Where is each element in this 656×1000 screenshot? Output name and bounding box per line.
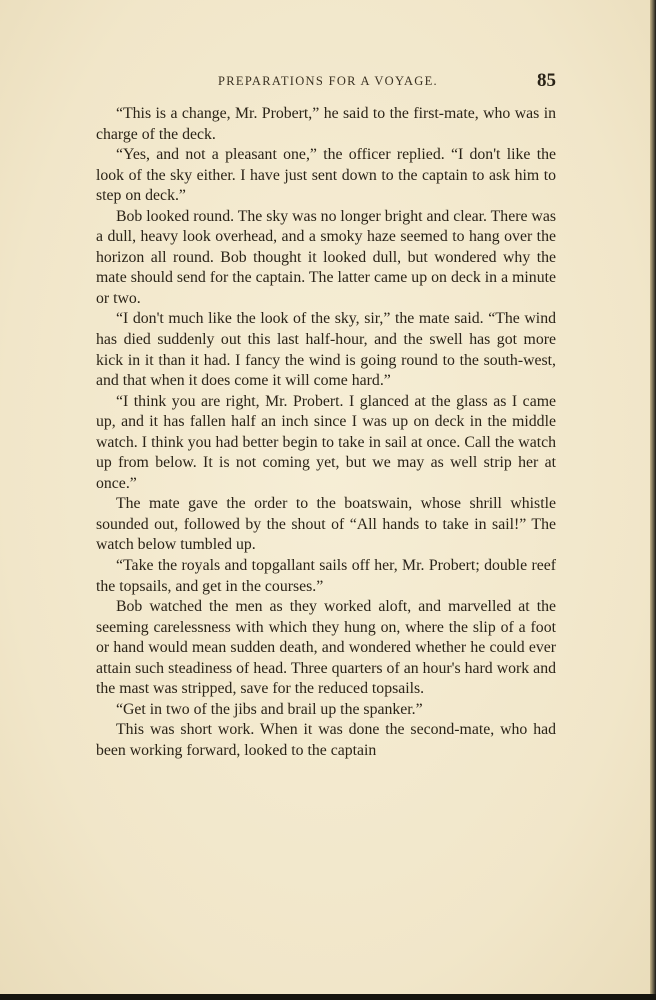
scan-border [0, 994, 656, 1000]
paragraph: The mate gave the order to the boatswain, whose shrill whistle sounded out, followed by the shout of “All hands to take in sail!” The watch below tumbled up. [96, 495, 556, 554]
body-text [96, 104, 556, 762]
running-head: PREPARATIONS FOR A VOYAGE. [218, 74, 438, 88]
page-edge-shadow [650, 0, 656, 1000]
paragraph: Bob looked round. The sky was no longer bright and clear. There was a dull, heavy look overhead, and a smoky haze seemed to hang over the horizon all round. Bob thought it looked dull, but wondered why the mate should send for the captain. The latter came up on deck in a minute or two. [96, 207, 556, 307]
paragraph: “I think you are right, Mr. Probert. I glanced at the glass as I came up, and it has fallen half an inch since I was up on deck in the middle watch. I think you had better begin to take in sail at once. Call the watch up from below. It is not coming yet, but we may as well strip her at once.” [96, 392, 556, 492]
paragraph: “This is a change, Mr. Probert,” he said to the first-mate, who was in charge of the deck. [96, 105, 556, 143]
paragraph: This was short work. When it was done the second-mate, who had been working forward, looked to the captain [96, 721, 556, 759]
paragraph: Bob watched the men as they worked aloft, and marvelled at the seeming carelessness with which they hung on, where the slip of a foot or hand would mean sudden death, and wondered whether he could ever attain such steadiness of head. Three quarters of an hour's hard work and the mast was stripped, save for the reduced topsails. [96, 598, 556, 698]
paragraph: “Take the royals and topgallant sails off her, Mr. Probert; double reef the topsails, and get in the courses.” [96, 557, 556, 595]
page-number: 85 [537, 70, 556, 91]
paragraph: “Yes, and not a pleasant one,” the officer replied. “I don't like the look of the sky either. I have just sent down to the captain to ask him to step on deck.” [96, 146, 556, 205]
paragraph: “Get in two of the jibs and brail up the spanker.” [116, 700, 423, 718]
page-header [96, 70, 556, 94]
paragraph: “I don't much like the look of the sky, sir,” the mate said. “The wind has died suddenly out this last half-hour, and the swell has got more kick in it than it had. I fancy the wind is going round to the south-west, and that when it does come it will come hard.” [96, 310, 556, 390]
